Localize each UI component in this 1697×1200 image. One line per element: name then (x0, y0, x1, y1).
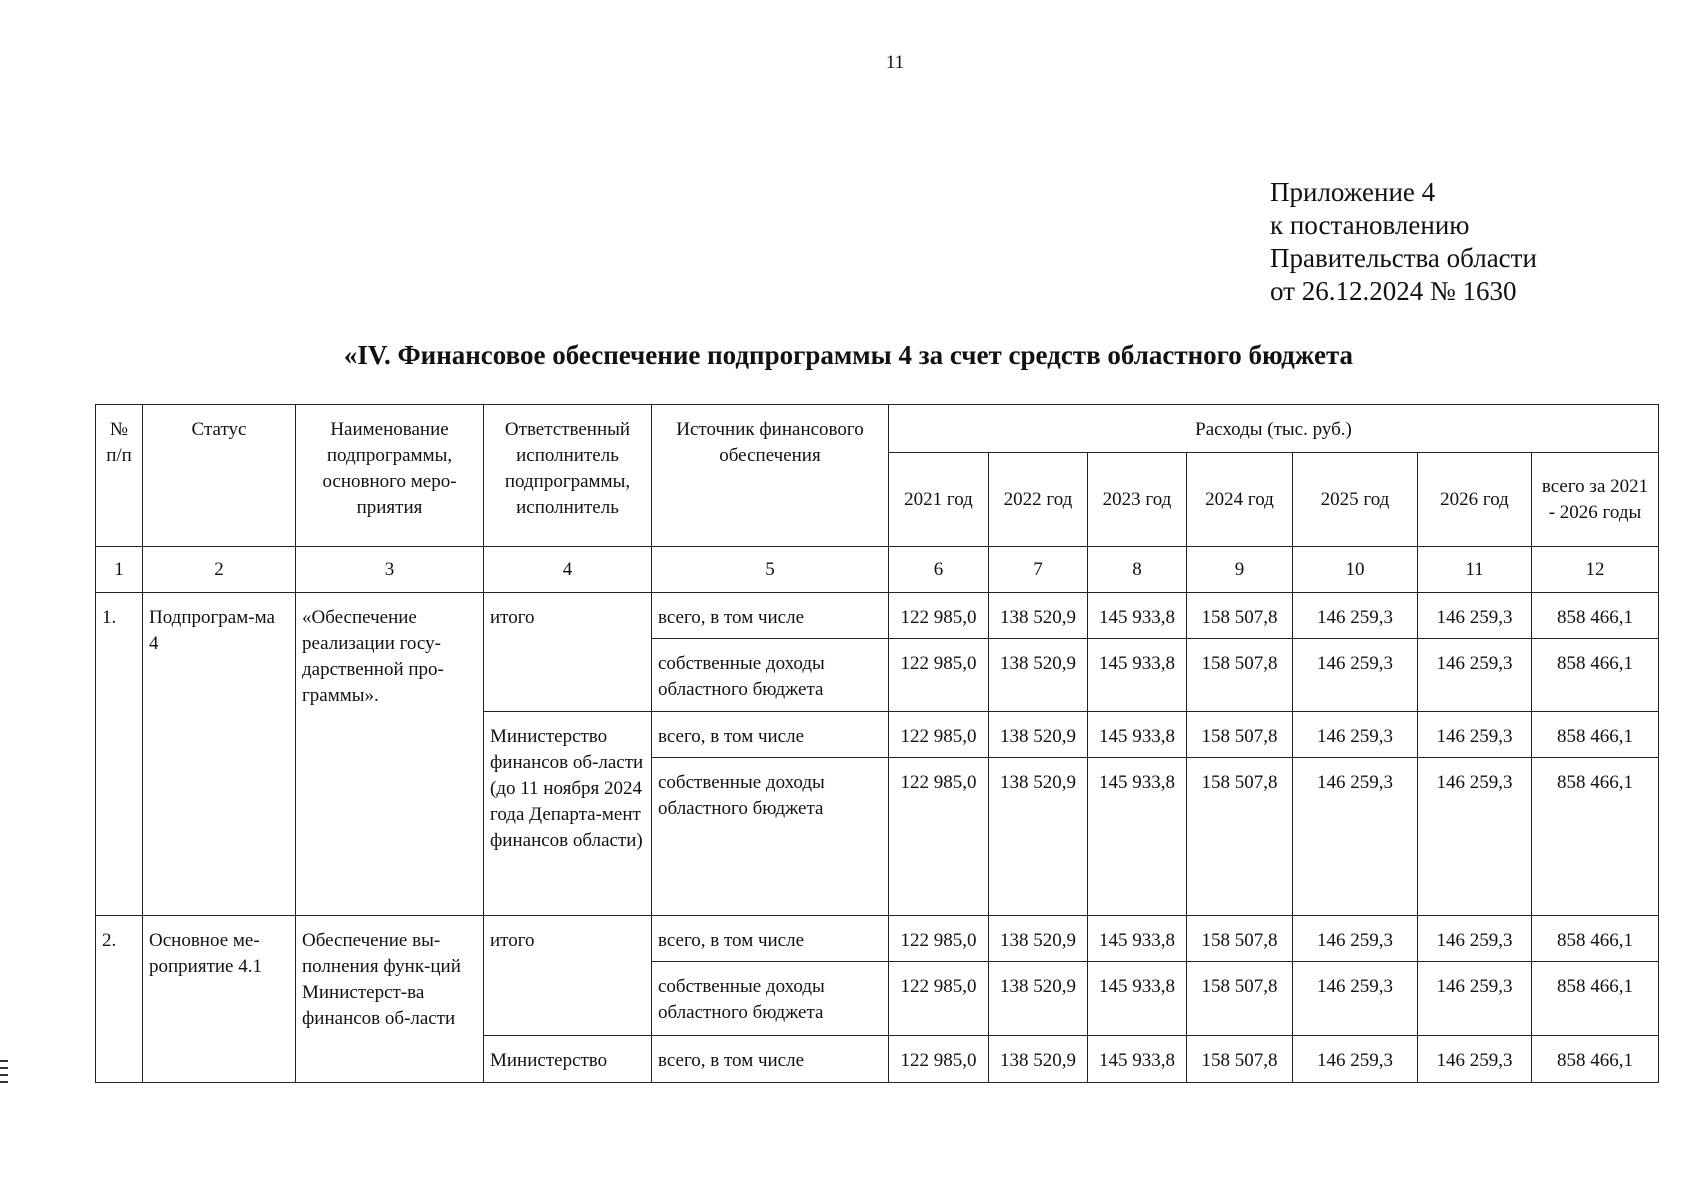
column-number: 6 (889, 547, 989, 593)
column-number: 9 (1187, 547, 1293, 593)
row-name: Обеспечение вы-полнения функ-ций Министерст-ва финансов об-ласти (296, 916, 484, 1083)
column-number: 7 (989, 547, 1088, 593)
header-status: Статус (143, 405, 296, 547)
value-cell: 158 507,8 (1187, 758, 1293, 916)
value-cell: 122 985,0 (889, 712, 989, 758)
value-cell: 138 520,9 (989, 1036, 1088, 1083)
header-executor: Ответственный исполнитель подпрограммы, исполнитель (484, 405, 652, 547)
row-number: 1. (96, 593, 143, 916)
value-cell: 146 259,3 (1293, 758, 1418, 916)
header-year: 2022 год (989, 453, 1088, 547)
row-status: Подпрограм-ма 4 (143, 593, 296, 916)
value-cell: 858 466,1 (1532, 758, 1659, 916)
value-cell: 146 259,3 (1418, 593, 1532, 639)
row-source: собственные доходы областного бюджета (652, 962, 889, 1036)
row-executor: итого (484, 916, 652, 1036)
appendix-line: Приложение 4 (1270, 177, 1436, 207)
value-cell: 858 466,1 (1532, 1036, 1659, 1083)
value-cell: 138 520,9 (989, 639, 1088, 712)
row-executor: Министерство финансов об-ласти (до 11 ноября 2024 года Департа-мент финансов области) (484, 712, 652, 916)
row-source: всего, в том числе (652, 593, 889, 639)
row-source: всего, в том числе (652, 712, 889, 758)
column-number: 2 (143, 547, 296, 593)
value-cell: 138 520,9 (989, 712, 1088, 758)
header-expenses: Расходы (тыс. руб.) (889, 405, 1659, 453)
value-cell: 158 507,8 (1187, 916, 1293, 962)
value-cell: 158 507,8 (1187, 639, 1293, 712)
value-cell: 145 933,8 (1088, 639, 1187, 712)
header-num: № п/п (96, 405, 143, 547)
value-cell: 858 466,1 (1532, 962, 1659, 1036)
header-year: 2025 год (1293, 453, 1418, 547)
value-cell: 146 259,3 (1418, 712, 1532, 758)
header-name: Наименование подпрограммы, основного меро-приятия (296, 405, 484, 547)
document-title: «IV. Финансовое обеспечение подпрограммы 4 за счет средств областного бюджета (343, 340, 1354, 370)
value-cell: 146 259,3 (1293, 916, 1418, 962)
column-number: 12 (1532, 547, 1659, 593)
scan-edge-marks (0, 1060, 8, 1100)
value-cell: 145 933,8 (1088, 712, 1187, 758)
appendix-line: от 26.12.2024 № 1630 (1270, 276, 1517, 306)
column-number: 3 (296, 547, 484, 593)
value-cell: 158 507,8 (1187, 593, 1293, 639)
value-cell: 138 520,9 (989, 962, 1088, 1036)
value-cell: 158 507,8 (1187, 962, 1293, 1036)
row-executor: Министерство (484, 1036, 652, 1083)
value-cell: 146 259,3 (1418, 962, 1532, 1036)
value-cell: 146 259,3 (1293, 712, 1418, 758)
value-cell: 145 933,8 (1088, 962, 1187, 1036)
row-source: собственные доходы областного бюджета (652, 639, 889, 712)
value-cell: 145 933,8 (1088, 593, 1187, 639)
value-cell: 146 259,3 (1293, 962, 1418, 1036)
column-numbers-row (96, 547, 1659, 593)
value-cell: 122 985,0 (889, 916, 989, 962)
value-cell: 158 507,8 (1187, 712, 1293, 758)
row-status: Основное ме-роприятие 4.1 (143, 916, 296, 1083)
value-cell: 146 259,3 (1293, 639, 1418, 712)
page-number: 11 (885, 52, 905, 73)
value-cell: 138 520,9 (989, 916, 1088, 962)
value-cell: 122 985,0 (889, 962, 989, 1036)
header-year: 2026 год (1418, 453, 1532, 547)
row-name: «Обеспечение реализации госу-дарственной про-граммы». (296, 593, 484, 916)
header-year: 2023 год (1088, 453, 1187, 547)
value-cell: 858 466,1 (1532, 916, 1659, 962)
value-cell: 146 259,3 (1418, 639, 1532, 712)
column-number: 5 (652, 547, 889, 593)
column-number: 4 (484, 547, 652, 593)
value-cell: 858 466,1 (1532, 639, 1659, 712)
value-cell: 146 259,3 (1418, 1036, 1532, 1083)
column-number: 10 (1293, 547, 1418, 593)
value-cell: 158 507,8 (1187, 1036, 1293, 1083)
value-cell: 146 259,3 (1418, 758, 1532, 916)
value-cell: 122 985,0 (889, 758, 989, 916)
header-year: 2021 год (889, 453, 989, 547)
value-cell: 145 933,8 (1088, 916, 1187, 962)
financing-table (95, 404, 1659, 1083)
header-year-total: всего за 2021 - 2026 годы (1532, 453, 1659, 547)
value-cell: 146 259,3 (1293, 1036, 1418, 1083)
value-cell: 138 520,9 (989, 593, 1088, 639)
row-source: всего, в том числе (652, 916, 889, 962)
column-number: 1 (96, 547, 143, 593)
header-year: 2024 год (1187, 453, 1293, 547)
value-cell: 145 933,8 (1088, 1036, 1187, 1083)
value-cell: 122 985,0 (889, 1036, 989, 1083)
appendix-line: к постановлению (1270, 210, 1470, 240)
row-executor: итого (484, 593, 652, 712)
column-number: 8 (1088, 547, 1187, 593)
row-source: всего, в том числе (652, 1036, 889, 1083)
value-cell: 145 933,8 (1088, 758, 1187, 916)
value-cell: 122 985,0 (889, 639, 989, 712)
value-cell: 146 259,3 (1418, 916, 1532, 962)
value-cell: 146 259,3 (1293, 593, 1418, 639)
value-cell: 858 466,1 (1532, 593, 1659, 639)
row-source: собственные доходы областного бюджета (652, 758, 889, 916)
table-row (96, 593, 1659, 639)
table-row (96, 916, 1659, 962)
value-cell: 858 466,1 (1532, 712, 1659, 758)
row-number: 2. (96, 916, 143, 1083)
header-source: Источник финансового обеспечения (652, 405, 889, 547)
column-number: 11 (1418, 547, 1532, 593)
appendix-line: Правительства области (1270, 243, 1537, 273)
value-cell: 138 520,9 (989, 758, 1088, 916)
value-cell: 122 985,0 (889, 593, 989, 639)
appendix-block (1270, 176, 1537, 308)
